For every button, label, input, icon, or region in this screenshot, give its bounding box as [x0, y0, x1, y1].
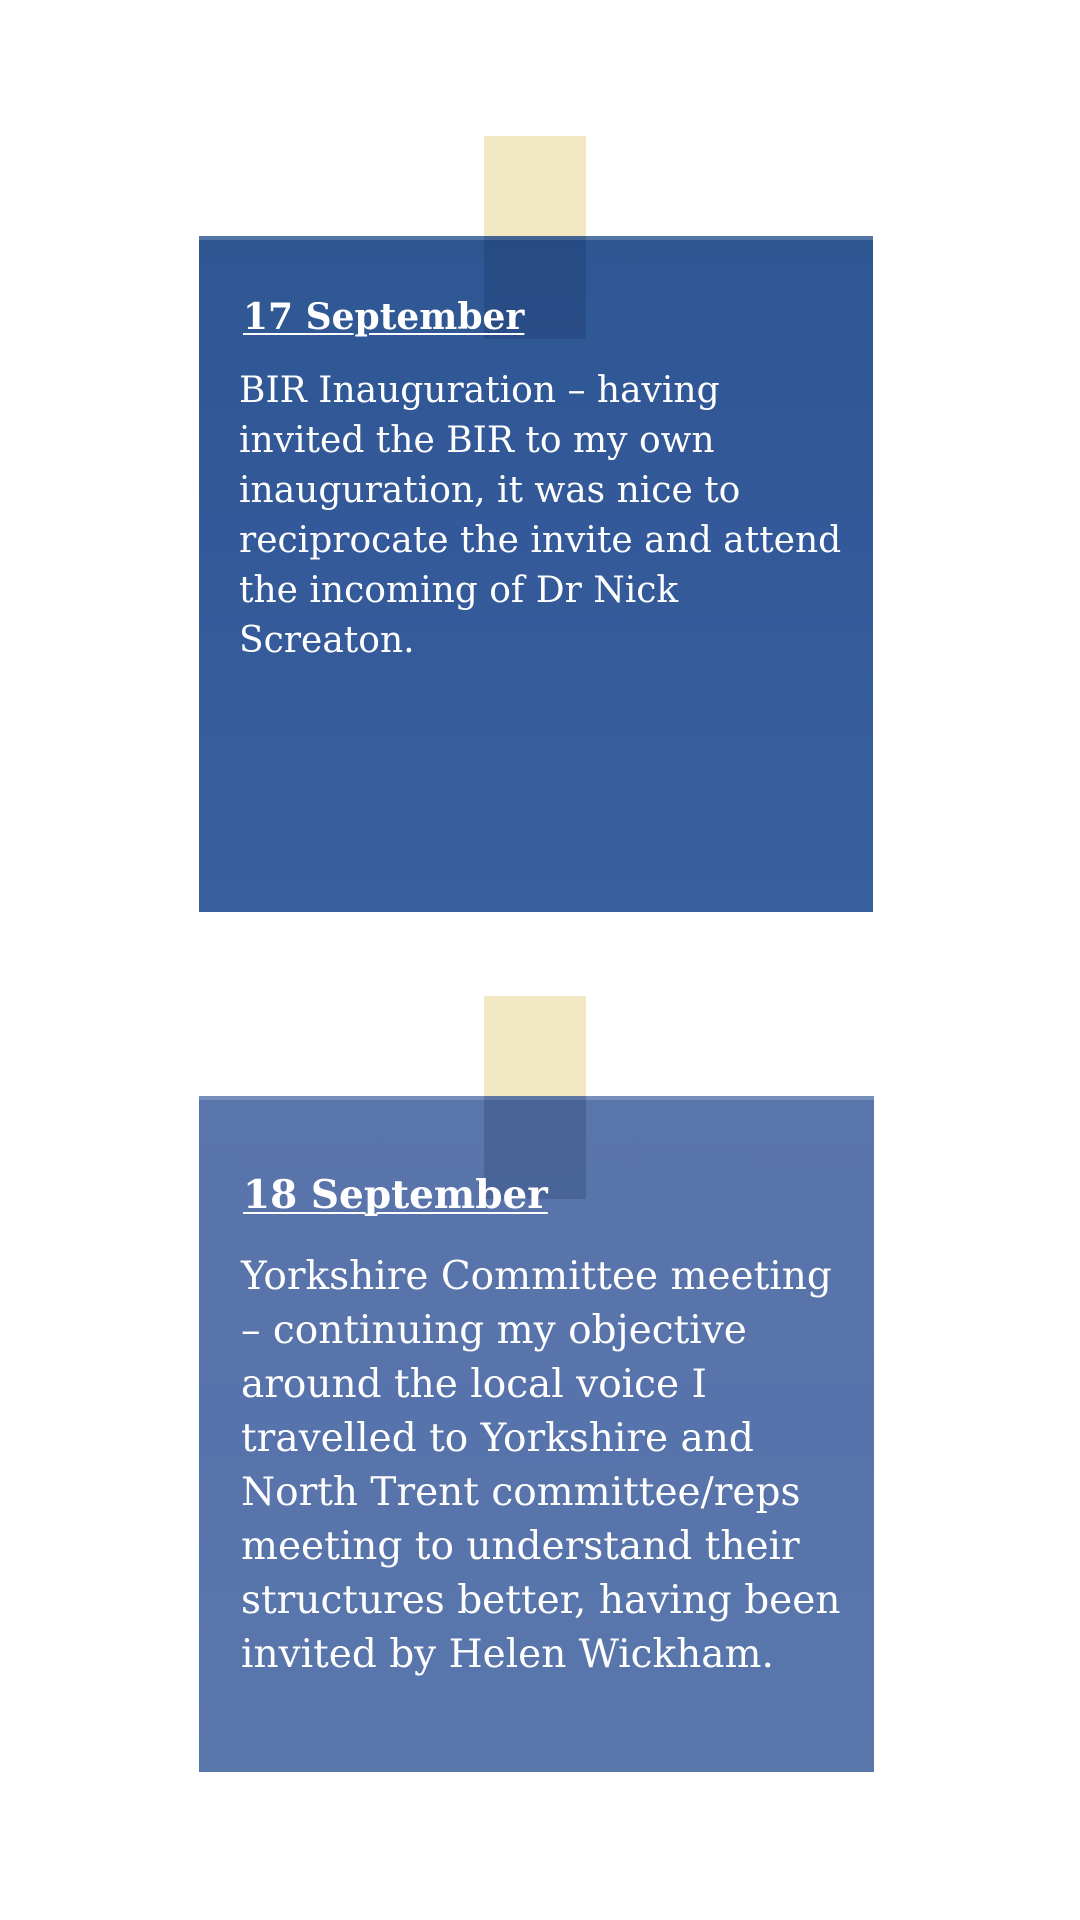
note-text: Yorkshire Committee meeting – continuing my objective around the local voice I travelled to Yorkshire and North Trent committee/reps meeting to understand their structures better, having been invited by Helen Wickham.	[241, 1254, 841, 1677]
tape-strip	[484, 996, 586, 1096]
sticky-note	[199, 1096, 874, 1772]
sticky-note	[199, 236, 873, 912]
tape-strip	[484, 136, 586, 236]
note-date: 18 September	[243, 1172, 548, 1218]
note-date: 17 September	[243, 296, 525, 338]
note-text: BIR Inauguration – having invited the BIR to my own inauguration, it was nice to reciprocate the invite and attend the incoming of Dr Nick Screaton.	[239, 370, 842, 661]
